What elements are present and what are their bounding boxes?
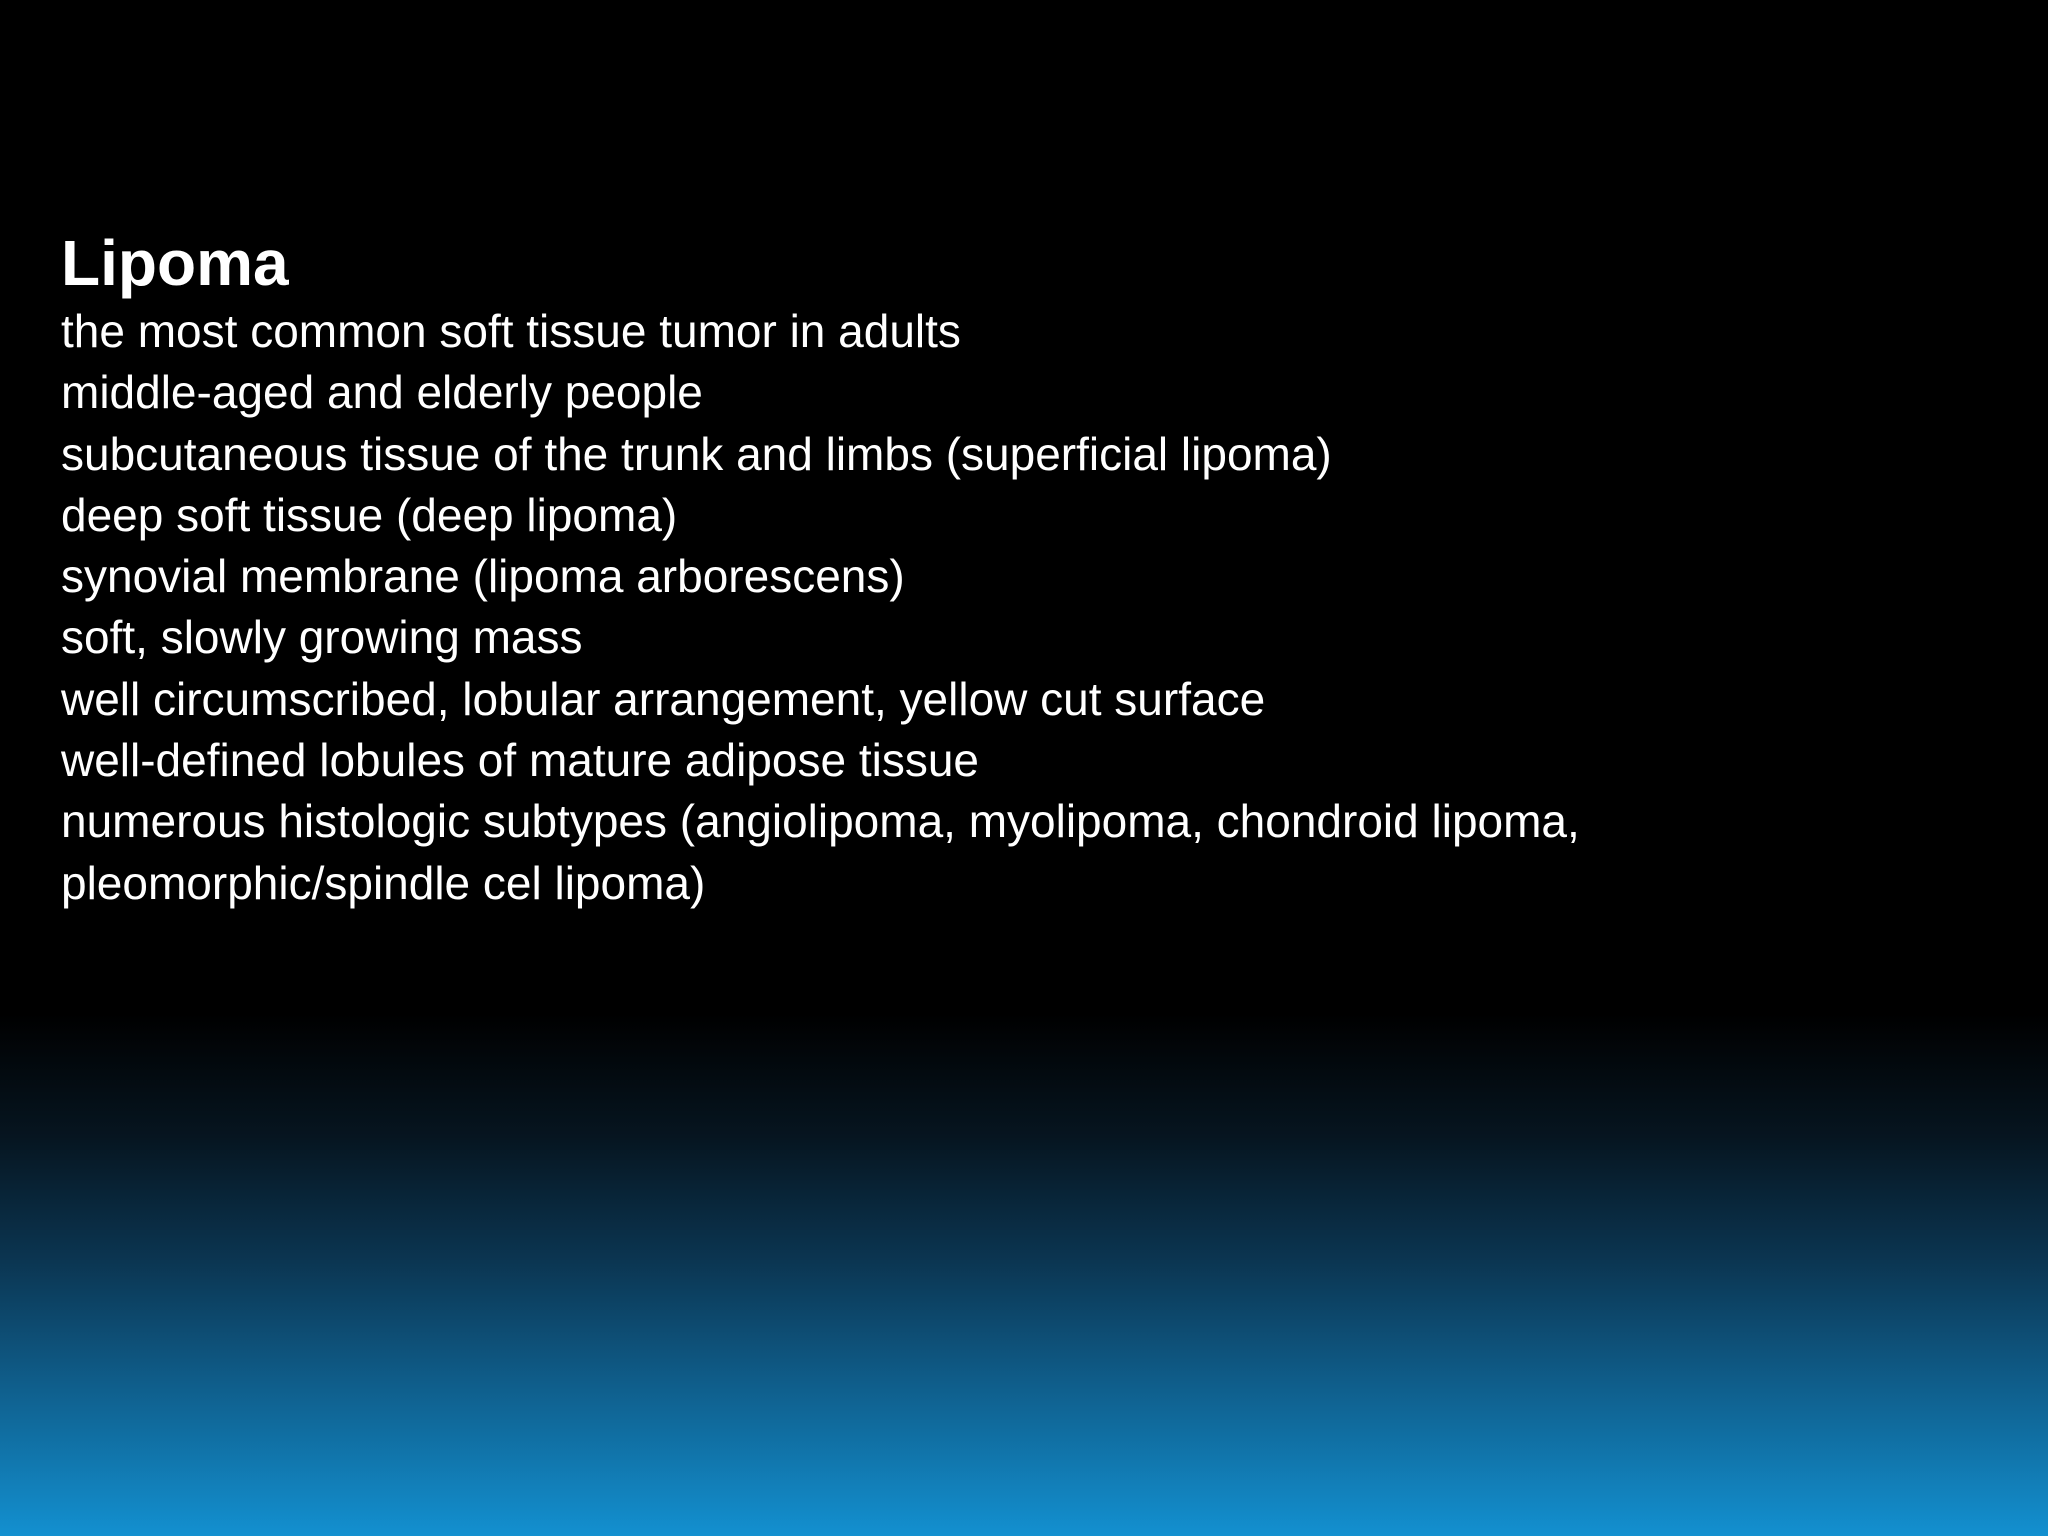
slide-title: Lipoma <box>61 227 289 299</box>
text-line: well circumscribed, lobular arrangement, yellow cut surface <box>61 672 1266 725</box>
text-line: the most common soft tissue tumor in adults <box>61 305 961 357</box>
text-line: subcutaneous tissue of the trunk and limbs (superficial lipoma) <box>61 427 1332 480</box>
text-line: middle-aged and elderly people <box>61 366 703 419</box>
text-line: soft, slowly growing mass <box>61 611 583 664</box>
text-line: synovial membrane (lipoma arborescens) <box>61 550 905 603</box>
text-line: deep soft tissue (deep lipoma) <box>61 488 678 541</box>
text-line: numerous histologic subtypes (angiolipoma, myolipoma, chondroid lipoma, <box>61 795 1580 848</box>
text-line: pleomorphic/spindle cel lipoma) <box>61 856 706 909</box>
text-line: well-defined lobules of mature adipose tissue <box>61 734 979 787</box>
slide-content <box>61 225 1961 914</box>
bullet-list <box>61 301 1961 914</box>
